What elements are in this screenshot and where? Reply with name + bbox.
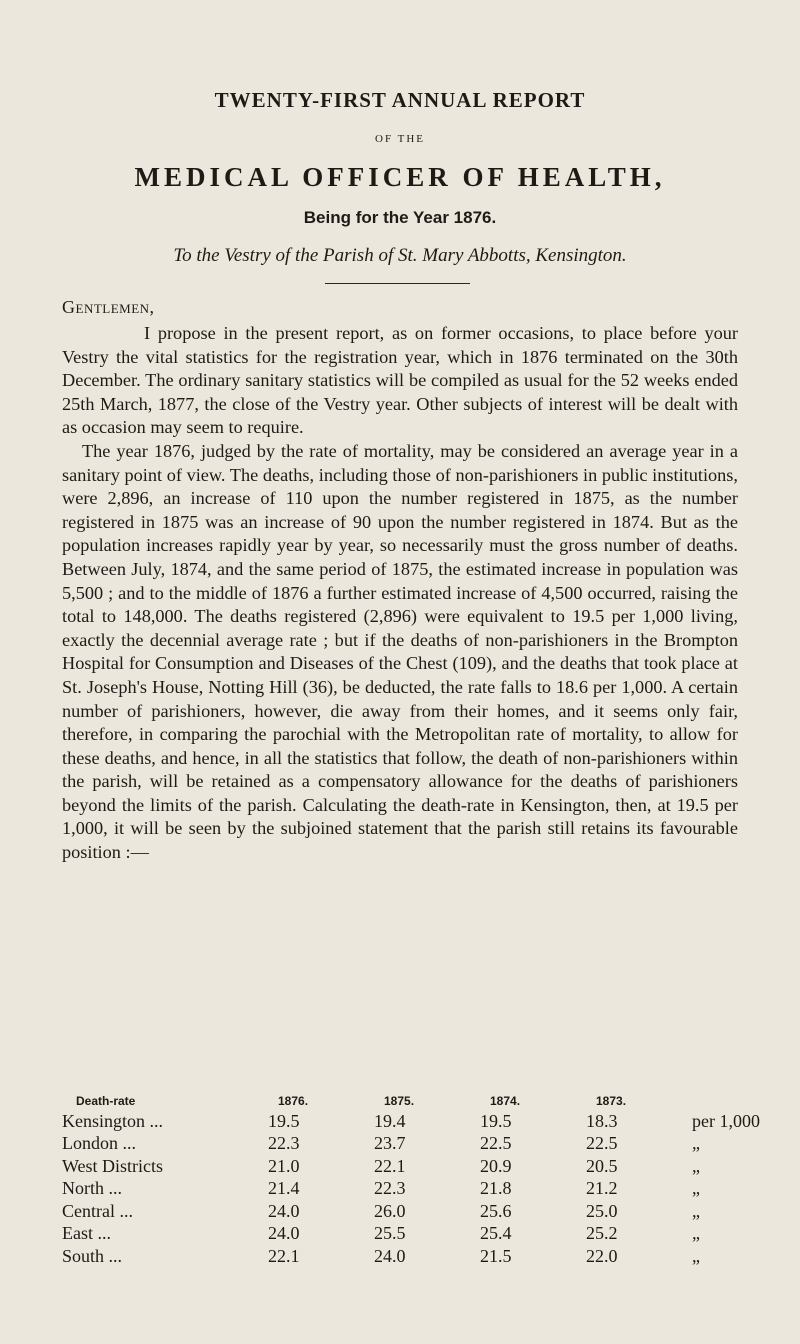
row-value-1876: 21.4 [268,1178,300,1199]
row-unit: „ [692,1200,700,1221]
table-row [62,1155,792,1178]
header-1876: 1876. [278,1094,309,1108]
table-row [62,1245,792,1268]
table-row [62,1133,792,1156]
officer-title: MEDICAL OFFICER OF HEALTH, [134,162,666,192]
row-place: West Districts [62,1155,164,1176]
row-value-1876: 19.5 [268,1110,300,1131]
row-value-1875: 22.1 [374,1155,406,1176]
divider-rule [325,283,470,284]
row-value-1875: 19.4 [374,1110,406,1131]
row-value-1874: 22.5 [480,1133,512,1154]
row-value-1875: 26.0 [374,1200,406,1221]
row-value-1873: 20.5 [586,1155,618,1176]
row-value-1874: 21.5 [480,1245,512,1266]
salutation: Gentlemen, [62,297,155,317]
row-value-1873: 25.2 [586,1223,618,1244]
report-title: TWENTY-FIRST ANNUAL REPORT [214,88,586,112]
row-value-1876: 22.1 [268,1245,300,1266]
address-line: To the Vestry of the Parish of St. Mary Abbotts, Kensington. [173,245,627,266]
row-value-1875: 22.3 [374,1178,406,1199]
header-1873: 1873. [596,1094,627,1108]
row-place: London ... [62,1133,136,1154]
row-place: East ... [62,1223,111,1244]
table-row [62,1110,792,1133]
row-place: Kensington ... [62,1110,163,1131]
row-value-1876: 21.0 [268,1155,300,1176]
row-value-1873: 25.0 [586,1200,618,1221]
row-value-1874: 19.5 [480,1110,512,1131]
paragraph-2: The year 1876, judged by the rate of mortality, may be considered an average year in a sanitary point of view. The deaths, including those of non-parishioners in public institutions, were 2,896, an increase of 110 upon the number registered in 1875, as the number registered in 1875 was an increase of 90 upon the number registered in 1874. But as the population increases rapidly year by year, so necessarily must the gross number of deaths. Between July, 1874, and the same period of 1875, the estimated increase in population was 5,500 ; and to the middle of 1876 a further estimated increase of 4,500 occurred, raising the total to 148,000. The deaths registered (2,896) were equivalent to 19.5 per 1,000 living, exactly the decennial average rate ; but if the deaths of non-parishioners in the Brompton Hospital for Consumption and Diseases of the Chest (109), and the deaths that took place at St. Joseph's House, Notting Hill (36), be deducted, the rate falls to 18.6 per 1,000. A certain number of parishioners, however, die away from their homes, and it seems only fair, therefore, in comparing the parochial with the Metropolitan rate of mortality, to allow for these deaths, and hence, in all the statistics that follow, the death of non-parishioners within the parish, will be retained as a compensatory allowance for the deaths of parishioners beyond the limits of the parish. Calculating the death-rate in Kensington, then, at 19.5 per 1,000, it will be seen by the subjoined statement that the parish still retains its favourable position :— [62,440,738,863]
row-value-1873: 22.0 [586,1245,618,1266]
row-value-1876: 22.3 [268,1133,300,1154]
row-unit: „ [692,1178,700,1199]
of-the-label: OF THE [375,133,425,145]
row-unit: „ [692,1245,700,1266]
row-place: Central ... [62,1200,133,1221]
row-value-1875: 25.5 [374,1223,406,1244]
header-1875: 1875. [384,1094,415,1108]
row-unit: „ [692,1133,700,1154]
table-header-row [62,1094,792,1110]
row-value-1874: 20.9 [480,1155,512,1176]
table-row [62,1200,792,1223]
table-body [62,1110,792,1268]
header-death-rate: Death-rate [76,1094,136,1108]
row-unit: „ [692,1155,700,1176]
row-value-1876: 24.0 [268,1200,300,1221]
row-value-1873: 18.3 [586,1110,618,1131]
row-value-1876: 24.0 [268,1223,300,1244]
header-unit [692,1094,792,1110]
table-row [62,1223,792,1246]
report-body [62,322,738,865]
table-row [62,1178,792,1201]
death-rate-table [62,1094,792,1268]
row-unit: per 1,000 [692,1110,760,1131]
paragraph-1: I propose in the present report, as on former occasions, to place before your Vestry the vital statistics for the registration year, which in 1876 terminated on the 30th December. The ordinary sanitary statistics will be compiled as usual for the 52 weeks ended 25th March, 1877, the close of the Vestry year. Other subjects of interest will be dealt with as occasion may seem to require. [62,323,738,438]
header-1874: 1874. [490,1094,521,1108]
row-value-1873: 21.2 [586,1178,618,1199]
row-value-1874: 21.8 [480,1178,512,1199]
row-value-1873: 22.5 [586,1133,618,1154]
row-value-1874: 25.4 [480,1223,512,1244]
row-value-1874: 25.6 [480,1200,512,1221]
row-place: South ... [62,1245,123,1266]
row-unit: „ [692,1223,700,1244]
year-subtitle: Being for the Year 1876. [303,208,497,227]
row-value-1875: 23.7 [374,1133,406,1154]
row-value-1875: 24.0 [374,1245,406,1266]
row-place: North ... [62,1178,122,1199]
